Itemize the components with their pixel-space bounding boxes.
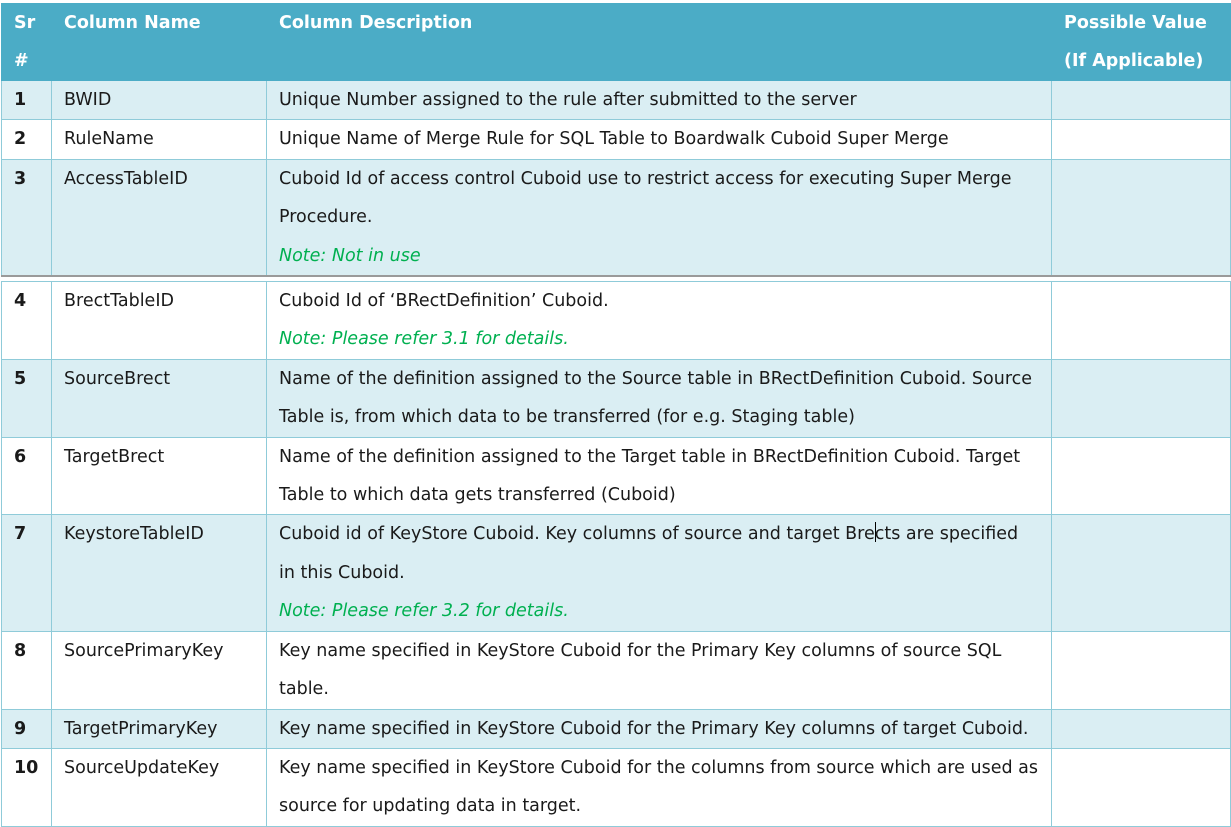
row-column-name: SourceUpdateKey xyxy=(52,748,267,826)
row-sr: 4 xyxy=(2,282,52,360)
row-description-text: Cuboid id of KeyStore Cuboid. Key columns of source and target Bre xyxy=(279,524,875,545)
table-row xyxy=(2,437,1231,515)
row-description-text: cts are specified in this Cuboid. xyxy=(279,524,1019,583)
row-sr: 5 xyxy=(2,359,52,437)
row-possible-value xyxy=(1052,359,1231,437)
row-sr: 3 xyxy=(2,159,52,276)
row-possible-value xyxy=(1052,282,1231,360)
row-column-name: KeystoreTableID xyxy=(52,515,267,631)
header-sr: Sr # xyxy=(2,4,52,81)
header-possible-value: Possible Value (If Applicable) xyxy=(1052,4,1231,81)
row-description[interactable] xyxy=(267,515,1052,631)
table-row xyxy=(2,709,1231,748)
row-sr: 7 xyxy=(2,515,52,631)
row-possible-value xyxy=(1052,81,1231,120)
row-note: Note: Please refer 3.1 for details. xyxy=(279,329,569,350)
header-column-name: Column Name xyxy=(52,4,267,81)
row-sr: 2 xyxy=(2,120,52,159)
row-description: Key name specified in KeyStore Cuboid for the Primary Key columns of target Cuboid. xyxy=(267,709,1052,748)
row-description: Key name specified in KeyStore Cuboid for the Primary Key columns of source SQL table. xyxy=(267,631,1052,709)
row-description: Unique Number assigned to the rule after submitted to the server xyxy=(267,81,1052,120)
table-row xyxy=(2,159,1231,276)
row-description: Unique Name of Merge Rule for SQL Table to Boardwalk Cuboid Super Merge xyxy=(267,120,1052,159)
row-column-name: TargetBrect xyxy=(52,437,267,515)
row-note: Note: Please refer 3.2 for details. xyxy=(279,601,569,622)
row-possible-value xyxy=(1052,631,1231,709)
row-column-name: RuleName xyxy=(52,120,267,159)
row-column-name: AccessTableID xyxy=(52,159,267,276)
row-column-name: SourceBrect xyxy=(52,359,267,437)
row-description xyxy=(267,282,1052,360)
row-column-name: BrectTableID xyxy=(52,282,267,360)
row-description-text: Cuboid Id of ‘BRectDefinition’ Cuboid. xyxy=(279,291,609,312)
row-note: Note: Not in use xyxy=(279,245,421,266)
row-sr: 10 xyxy=(2,748,52,826)
table-row xyxy=(2,748,1231,826)
table-row xyxy=(2,81,1231,120)
table-row xyxy=(2,631,1231,709)
row-description xyxy=(267,159,1052,276)
table-row xyxy=(2,359,1231,437)
row-description: Name of the definition assigned to the Target table in BRectDefinition Cuboid. Target Table to which data gets transferred (Cuboid) xyxy=(267,437,1052,515)
row-column-name: TargetPrimaryKey xyxy=(52,709,267,748)
row-column-name: BWID xyxy=(52,81,267,120)
header-row xyxy=(2,4,1231,81)
row-column-name: SourcePrimaryKey xyxy=(52,631,267,709)
row-description-text: Cuboid Id of access control Cuboid use to restrict access for executing Super Merge Procedure. xyxy=(279,168,1012,228)
row-possible-value xyxy=(1052,437,1231,515)
row-possible-value xyxy=(1052,159,1231,276)
row-possible-value xyxy=(1052,709,1231,748)
row-sr: 8 xyxy=(2,631,52,709)
row-possible-value xyxy=(1052,120,1231,159)
row-sr: 9 xyxy=(2,709,52,748)
row-sr: 6 xyxy=(2,437,52,515)
table-row xyxy=(2,282,1231,360)
row-possible-value xyxy=(1052,748,1231,826)
row-possible-value xyxy=(1052,515,1231,631)
row-description: Name of the definition assigned to the Source table in BRectDefinition Cuboid. Source Table is, from which data to be transferred (for e.g. Staging table) xyxy=(267,359,1052,437)
header-column-description: Column Description xyxy=(267,4,1052,81)
row-description: Key name specified in KeyStore Cuboid for the columns from source which are used as source for updating data in target. xyxy=(267,748,1052,826)
table-row xyxy=(2,120,1231,159)
row-sr: 1 xyxy=(2,81,52,120)
column-definition-table xyxy=(1,3,1231,827)
table-row xyxy=(2,515,1231,631)
